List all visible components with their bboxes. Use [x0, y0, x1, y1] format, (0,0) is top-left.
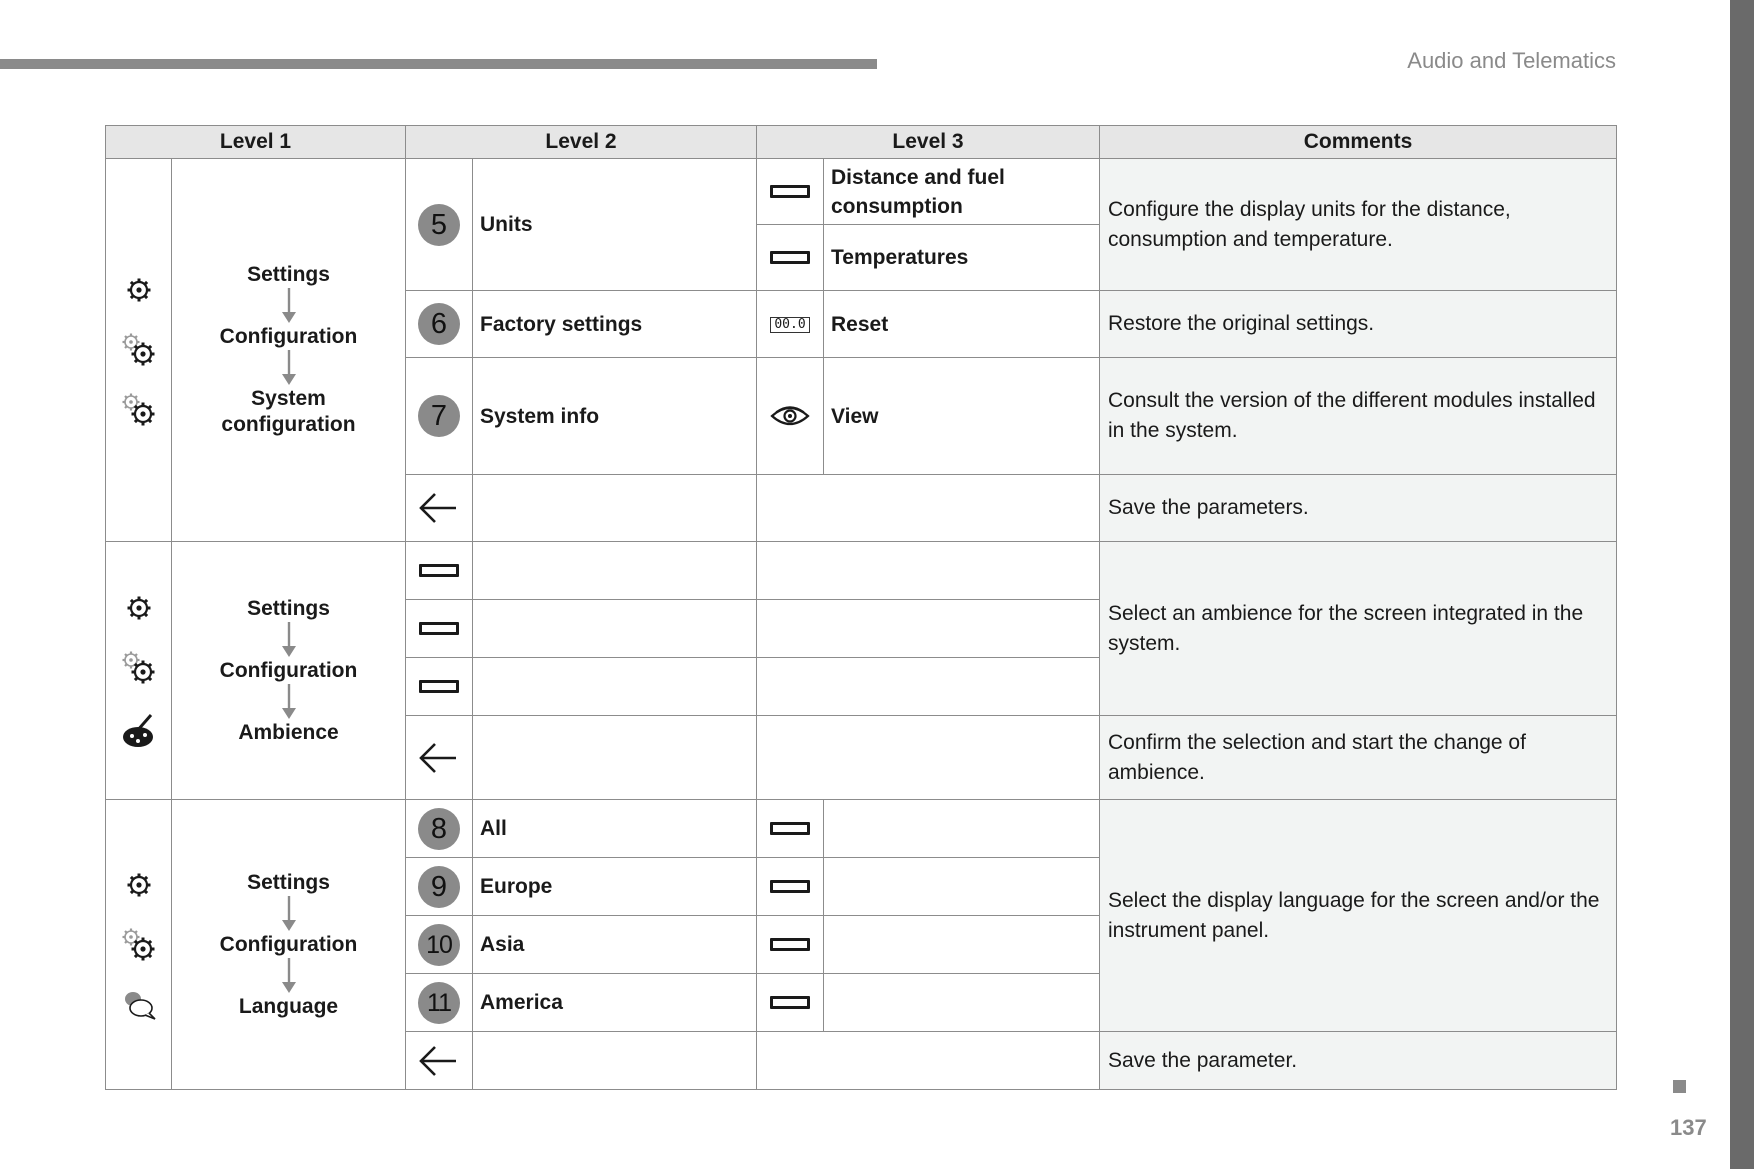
configuration-gears-icon	[119, 928, 159, 962]
table-header-row	[106, 126, 1617, 159]
comment-cell: Restore the original settings.	[1100, 291, 1617, 358]
comment-cell: Save the parameters.	[1100, 475, 1617, 542]
empty-cell	[757, 1032, 1100, 1090]
comment-cell: Select an ambience for the screen integrated in the system.	[1100, 542, 1617, 716]
back-icon-cell	[406, 475, 473, 542]
back-arrow-icon[interactable]	[418, 1043, 460, 1079]
option-icon-cell	[757, 291, 824, 358]
empty-cell	[757, 542, 1100, 600]
menu-item-factory-settings[interactable]: Factory settings	[473, 291, 757, 358]
menu-number-cell	[406, 800, 473, 858]
column-header-level2: Level 2	[406, 126, 757, 159]
number-badge: 10	[418, 924, 460, 966]
level1-icons-cell	[106, 159, 172, 542]
menu-number-cell	[406, 974, 473, 1032]
configuration-gears-icon	[119, 651, 159, 685]
level1-path-cell	[172, 542, 406, 800]
empty-cell	[473, 542, 757, 600]
empty-cell	[757, 600, 1100, 658]
empty-cell	[757, 716, 1100, 800]
comment-cell: Select the display language for the screen and/or the instrument panel.	[1100, 800, 1617, 1032]
empty-cell	[824, 800, 1100, 858]
empty-cell	[473, 475, 757, 542]
language-option-icon[interactable]	[770, 938, 810, 951]
menu-item-asia[interactable]: Asia	[473, 916, 757, 974]
language-option-icon[interactable]	[770, 996, 810, 1009]
language-option-icon[interactable]	[770, 880, 810, 893]
down-arrow-icon	[281, 350, 297, 386]
empty-cell	[757, 475, 1100, 542]
option-icon-cell	[406, 658, 473, 716]
column-header-level1: Level 1	[106, 126, 406, 159]
empty-cell	[473, 658, 757, 716]
back-icon-cell	[406, 716, 473, 800]
column-header-level3: Level 3	[757, 126, 1100, 159]
settings-gear-icon	[119, 868, 159, 902]
option-icon-cell	[406, 600, 473, 658]
option-icon-cell	[757, 974, 824, 1032]
menu-number-cell	[406, 291, 473, 358]
settings-menu-table	[105, 125, 1617, 1090]
menu-item-america[interactable]: America	[473, 974, 757, 1032]
back-icon-cell	[406, 1032, 473, 1090]
level1-settings: Settings	[247, 263, 330, 286]
page-marker	[1673, 1080, 1686, 1093]
menu-number-cell	[406, 858, 473, 916]
menu-item-all[interactable]: All	[473, 800, 757, 858]
level1-icons-cell	[106, 800, 172, 1090]
empty-cell	[824, 916, 1100, 974]
table-row	[106, 542, 1617, 600]
configuration-gears-icon	[119, 333, 159, 367]
column-header-comments: Comments	[1100, 126, 1617, 159]
level1-path-cell	[172, 800, 406, 1090]
option-icon-cell	[757, 358, 824, 475]
comment-cell: Confirm the selection and start the change of ambience.	[1100, 716, 1617, 800]
number-badge: 6	[418, 303, 460, 345]
option-rectangle-icon	[770, 251, 810, 264]
language-bubble-icon	[119, 988, 159, 1022]
empty-cell	[473, 1032, 757, 1090]
option-reset[interactable]: Reset	[824, 291, 1100, 358]
ambience-option-icon[interactable]	[419, 564, 459, 577]
option-temperatures[interactable]: Temperatures	[824, 225, 1100, 291]
settings-gear-icon	[119, 591, 159, 625]
ambience-palette-icon	[119, 711, 159, 751]
level1-configuration: Configuration	[219, 325, 358, 348]
option-icon-cell	[757, 159, 824, 225]
menu-item-europe[interactable]: Europe	[473, 858, 757, 916]
menu-number-cell	[406, 358, 473, 475]
option-icon-cell	[757, 225, 824, 291]
menu-number-cell	[406, 159, 473, 291]
number-badge: 7	[418, 395, 460, 437]
table-row	[106, 159, 1617, 225]
option-view[interactable]: View	[824, 358, 1100, 475]
comment-cell: Configure the display units for the distance, consumption and temperature.	[1100, 159, 1617, 291]
level1-system-configuration: System configuration	[221, 387, 356, 436]
page-number: 137	[1670, 1115, 1707, 1140]
number-badge: 5	[418, 204, 460, 246]
level1-configuration: Configuration	[219, 932, 358, 956]
option-rectangle-icon	[770, 185, 810, 198]
side-strip	[1730, 0, 1754, 1169]
level1-settings: Settings	[247, 870, 330, 894]
reset-counter-icon: 00.0	[770, 317, 809, 333]
empty-cell	[473, 600, 757, 658]
back-arrow-icon[interactable]	[418, 490, 460, 526]
comment-cell: Consult the version of the different modules installed in the system.	[1100, 358, 1617, 475]
empty-cell	[757, 658, 1100, 716]
down-arrow-icon	[281, 622, 297, 658]
level1-ambience: Ambience	[238, 720, 339, 744]
level1-settings: Settings	[247, 596, 330, 620]
comment-cell: Save the parameter.	[1100, 1032, 1617, 1090]
empty-cell	[473, 716, 757, 800]
level1-icons-cell	[106, 542, 172, 800]
option-icon-cell	[757, 858, 824, 916]
option-icon-cell	[757, 800, 824, 858]
level1-configuration: Configuration	[219, 658, 358, 682]
down-arrow-icon	[281, 288, 297, 324]
back-arrow-icon[interactable]	[418, 740, 460, 776]
option-icon-cell	[406, 542, 473, 600]
down-arrow-icon	[281, 958, 297, 994]
system-configuration-gears-icon	[119, 393, 159, 427]
number-badge: 11	[418, 982, 460, 1024]
language-option-icon[interactable]	[770, 822, 810, 835]
menu-item-system-info[interactable]: System info	[473, 358, 757, 475]
section-title: Audio and Telematics	[1407, 48, 1616, 73]
empty-cell	[824, 858, 1100, 916]
down-arrow-icon	[281, 896, 297, 932]
table-row	[106, 800, 1617, 858]
number-badge: 8	[418, 808, 460, 850]
eye-icon	[770, 403, 810, 429]
down-arrow-icon	[281, 684, 297, 720]
number-badge: 9	[418, 866, 460, 908]
ambience-option-icon[interactable]	[419, 622, 459, 635]
level1-path-cell	[172, 159, 406, 542]
menu-item-units[interactable]: Units	[473, 159, 757, 291]
ambience-option-icon[interactable]	[419, 680, 459, 693]
option-icon-cell	[757, 916, 824, 974]
menu-number-cell	[406, 916, 473, 974]
empty-cell	[824, 974, 1100, 1032]
top-decor-bar	[0, 59, 877, 69]
option-distance-fuel[interactable]: Distance and fuel consumption	[824, 159, 1100, 225]
level1-language: Language	[238, 994, 339, 1018]
settings-gear-icon	[119, 273, 159, 307]
